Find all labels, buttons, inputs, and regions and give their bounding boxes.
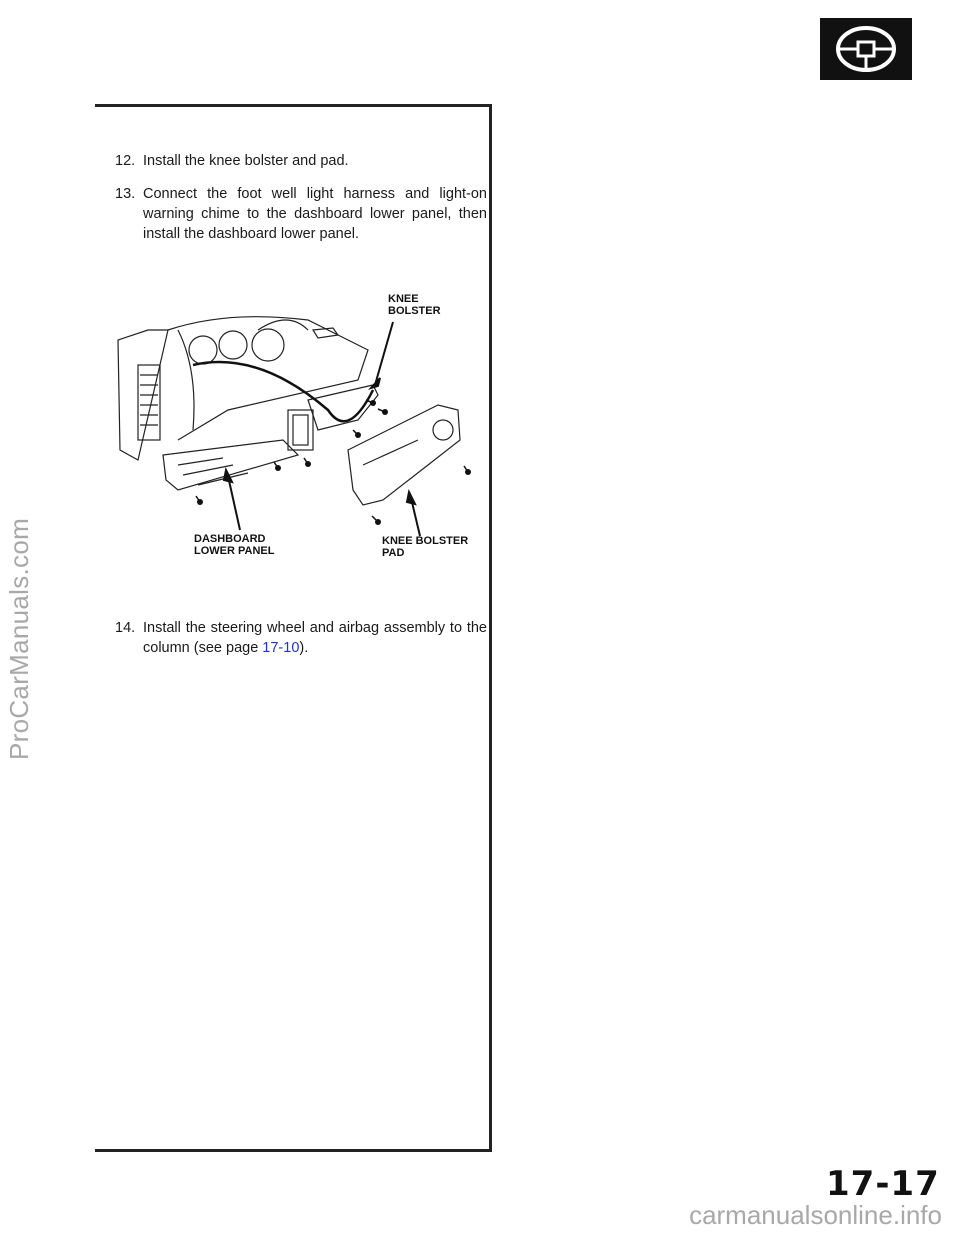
- callout-line: BOLSTER: [388, 305, 441, 317]
- steering-wheel-icon: [820, 18, 912, 80]
- column-top-rule: [95, 104, 492, 107]
- step-text-part: Install the steering wheel and airbag assembly to the column (see page: [143, 620, 487, 656]
- page-reference-link[interactable]: 17-10: [262, 640, 300, 656]
- watermark-left: ProCarManuals.com: [4, 517, 34, 760]
- step-text-part: ).: [299, 640, 309, 656]
- step-text: Connect the foot well light harness and light-on warning chime to the dashboard lower panel, then install the dashboard lower panel.: [143, 186, 487, 242]
- step-12: [115, 151, 485, 171]
- page-number: 17-17: [826, 1164, 940, 1204]
- step-text: [143, 618, 487, 658]
- step-number: 12.: [115, 153, 136, 169]
- callout-line: KNEE BOLSTER: [382, 535, 469, 547]
- callout-knee-bolster: [388, 293, 441, 317]
- callout-line: LOWER PANEL: [194, 545, 275, 557]
- step-number: 13.: [115, 186, 136, 202]
- column-bottom-rule: [95, 1149, 492, 1152]
- callout-line: PAD: [382, 547, 405, 559]
- callout-line: KNEE: [388, 293, 419, 305]
- step-text: Install the knee bolster and pad.: [143, 153, 349, 169]
- callout-dashboard-lower-panel: [194, 533, 274, 557]
- step-number: 14.: [115, 620, 136, 636]
- watermark-bottom: carmanualsonline.info: [689, 1200, 942, 1230]
- step-14: [115, 618, 487, 658]
- callout-line: DASHBOARD: [194, 533, 266, 545]
- callout-knee-bolster-pad: [382, 535, 468, 559]
- step-13: [115, 184, 487, 244]
- column-right-rule: [489, 104, 492, 1152]
